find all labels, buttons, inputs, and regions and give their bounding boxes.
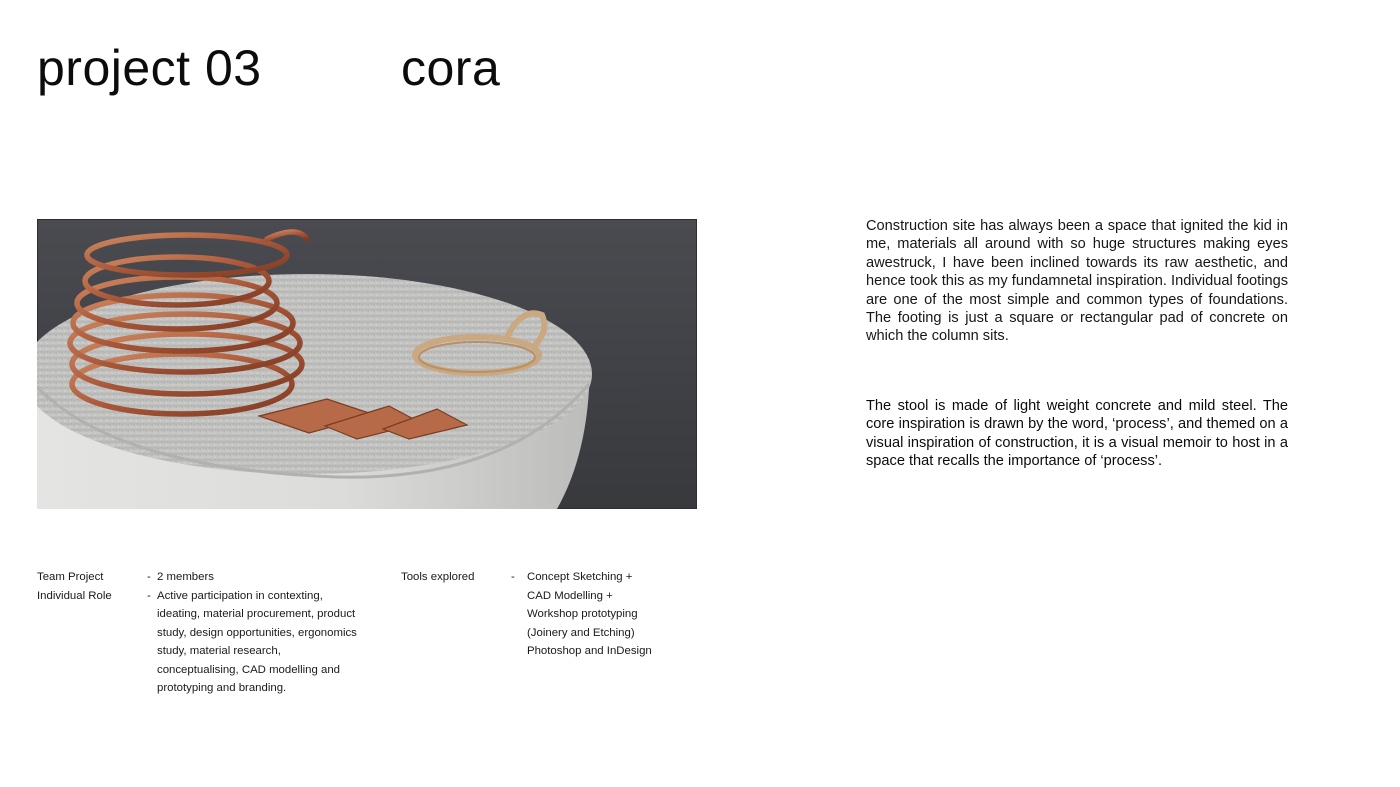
team-details bbox=[147, 568, 362, 698]
role-item bbox=[147, 587, 362, 698]
list-dash: - bbox=[147, 589, 151, 602]
tool-item: Concept Sketching + bbox=[527, 571, 633, 583]
tools-explored-label: Tools explored bbox=[401, 571, 475, 583]
tool-item: Photoshop and InDesign bbox=[527, 645, 652, 657]
project-number: project 03 bbox=[37, 40, 262, 96]
team-size-value: 2 members bbox=[157, 571, 214, 583]
list-dash: - bbox=[511, 571, 515, 583]
tool-item: CAD Modelling + bbox=[527, 589, 613, 602]
team-project-label: Team Project bbox=[37, 571, 104, 583]
description-paragraph-materials: The stool is made of light weight concrete and mild steel. The core inspiration is drawn by the word, ‘process’, and themed on a visual inspiration of construction, it is a visual memoir to host in a space that recalls the importance of ‘process’. bbox=[866, 398, 1288, 470]
project-name: cora bbox=[401, 40, 501, 96]
tool-item: (Joinery and Etching) bbox=[527, 626, 635, 639]
description-paragraph-inspiration: Construction site has always been a space that ignited the kid in me, materials all around with so huge structures making eyes awestruck, I have been inclined towards its raw aesthetic, and hence took this as my fundamnetal inspiration. Individual footings are one of the most simple and common types of foundations. The footing is just a square or rectangular pad of concrete on which the column sits. bbox=[866, 218, 1288, 345]
product-photo bbox=[37, 219, 697, 509]
tools-list bbox=[527, 568, 707, 661]
concrete-stool-with-copper-coil-illustration bbox=[37, 219, 697, 509]
team-labels bbox=[37, 568, 112, 605]
individual-role-label: Individual Role bbox=[37, 589, 112, 602]
list-dash: - bbox=[147, 571, 151, 583]
role-value: Active participation in contexting, ideating, material procurement, product study, design opportunities, ergonomics study, material research, conceptualising, CAD modelling and prototyping and branding. bbox=[157, 589, 357, 694]
tool-item: Workshop prototyping bbox=[527, 608, 638, 620]
team-size-item bbox=[147, 568, 362, 587]
